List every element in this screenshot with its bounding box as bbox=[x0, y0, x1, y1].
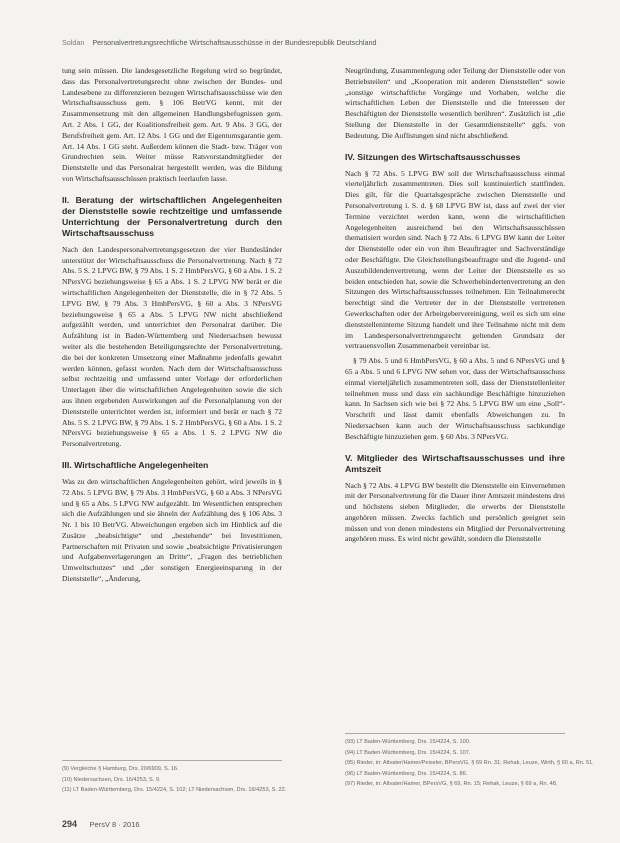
section-4-paragraph-1: Nach § 72 Abs. 5 LPVG BW soll der Wirtschaftsausschuss einmal vierteljährlich zusammentreten. Dies soll kontinuierlich stattfinden. Dies gilt, für die Quartalsgespräche zwischen Dienststelle und Personalvertretung i. S. d. § 68 LPVG BW ist, dass auf zwei der vier Termine verzichtet werden kann, wenn die wirtschaftlichen Angelegenheiten ausreichend bei den Wirtschaftsausschüssen thematisiert worden sind. Nach § 72 Abs. 6 LPVG BW kann der Leiter der Dienststelle oder ein von ihm Beauftragter und Sachverständige oder Beschäftigte. Die Gleichstellungsbeauftragte und die Jugend- und Auszubildendenvertretung, wenn der Leiter der Dienststelle es so beiden entschieden hat, sowie die Schwerbehindertenvertretung an den Sitzungen des Wirtschaftsausschusses teilnehmen. Ein Teilnahmerecht berechtigt sind die Vertreter der in der Dienststelle vertretenen Gewerkschaften oder der Arbeitgebervereinigung, weil es sich um eine dienststelleninterne Sitzung handelt und ihre Teilnahme nicht mit dem im Landespersonalvertretungsrecht geltenden Grundsatz der vertrauensvollen Zusammenarbeit vereinbar ist. bbox=[345, 168, 565, 351]
header-title: Personalvertretungsrechtliche Wirtschaftsausschüsse in der Bundesrepublik Deutschland bbox=[92, 38, 377, 47]
issue-label: PersV 8 · 2016 bbox=[89, 820, 140, 829]
left-footnotes bbox=[62, 760, 287, 797]
left-column bbox=[62, 66, 282, 589]
right-footnotes bbox=[345, 733, 594, 791]
footnote: (96) LT Baden-Württemberg, Drs. 15/4224, S. 86. bbox=[345, 770, 468, 777]
footnote: (9) Vergleiche § Hamburg, Drs. 20/6909, S. 16. bbox=[62, 766, 179, 772]
section-heading-3: III. Wirtschaftliche Angelegenheiten bbox=[62, 459, 209, 470]
footnote: (93) LT Baden-Württemberg, Drs. 15/4224, S. 100. bbox=[345, 739, 471, 745]
footnote: (10) Niedersachsen, Drs. 16/4253, S. 9. bbox=[62, 776, 161, 783]
right-column bbox=[345, 66, 565, 549]
page-number: 294 bbox=[62, 819, 78, 829]
footnote: (94) LT Baden-Württemberg, Drs. 15/4224, S. 107. bbox=[345, 749, 471, 756]
section-5-paragraph: Nach § 72 Abs. 4 LPVG BW bestellt die Dienststelle ein Einvernehmen mit der Personalvertretung für die Dauer ihrer Amtszeit mindestens drei und höchstens sieben Mitglieder, die erwerbs der Dienststelle angehören müssen. Zwecks fachlich und persönlich geeignet sein müssen und von denen mindestens ein Mitglied der Personalvertretung angehören muss. Es wird nicht gewählt, sondern die Dienststelle bbox=[345, 480, 565, 544]
footnote: (11) LT Baden-Württemberg, Drs. 15/4224, S. 102; LT Niedersachsen, Drs. 16/4253, S. 22. bbox=[62, 787, 287, 794]
footnote: (95) Rieder, in: Altvater/Hamer/Peiseler, BPersVG, § 69 Rn. 31; Rehak, Leuze, Wirth, § 60 a, Rn. 51. bbox=[345, 760, 594, 767]
page-footer bbox=[62, 819, 140, 829]
left-intro-paragraph: tung sein müssen. Die landesgesetzliche Regelung wird so begründet, dass das Personalvertretungsrecht ohne zwischen der Bundes- und Landesebene zu differenzieren bezogen Wirtschaftsausschüsse wie den Wirtschaftsausschuss gem. § 106 BetrVG kennt, mit der Zusammensetzung mit den allgemeinen Handlungsbefugnissen gem. Art. 2 Abs. 1 GG, der Koalitionsfreiheit gem. Art. 9 Abs. 3 GG, der Berufsfreiheit gem. Art. 12 Abs. 1 GG und der Eigentumsgarantie gem. Art. 14 Abs. 1 GG steht. Außerdem können die Stadt- bzw. Träger von Grundrechten sein. Weiter müsse Ratsvorstandmitglieder der Dienststelle und das Personalrat hergestellt werden, was die Bildung von Wirtschaftsausschüssen praktisch leerlaufen lasse. bbox=[62, 66, 282, 183]
section-heading-2: II. Beratung der wirtschaftlichen Angelegenheiten der Dienststelle sowie rechtzeitige und umfassende Unterrichtung der Personalvertretung durch den Wirtschaftsausschuss bbox=[62, 194, 282, 238]
section-2-paragraph: Nach den Landespersonalvertretungsgesetzen der vier Bundesländer unterstützt der Wirtschaftsausschuss die Personalvertretung. Nach § 72 Abs. 5 S. 2 LPVG BW, § 79 Abs. 1 S. 2 HmbPersVG, § 60 a Abs. 1 S. 2 NPersVG beziehungsweise § 65 a Abs. 1 S. 2 LPVG NW berät er die wirtschaftlichen Angelegenheiten der Dienststelle, die in § 72 Abs. 5 LPVG BW, § 79 Abs. 3 HmbPersVG, § 60 a Abs. 3 NPersVG beziehungsweise § 65 a Abs. 5 LPVG NW nicht abschließend aufgezählt werden, und unterrichtet den Personalrat darüber. Die Aufzählung ist in Baden-Württemberg und Niedersachsen bewusst weiter als die bestehenden Beteiligungsrechte der Personalvertretung, die bei der konkreten Umsetzung einer Maßnahme jedenfalls gewahrt werden können, gefasst worden. Nach dem der Wirtschaftsausschuss selbst rechtzeitig und umfassend unter Vorlage der erforderlichen Unterlagen über die wirtschaftlichen Angelegenheiten sowie die sich aus ihnen ergebenden Auswirkungen auf die Personalplanung von der Dienststelle unterrichtet werden ist, informiert und berät er nach § 72 Abs. 5 S. 2 LPVG BW, § 79 Abs. 1 S. 2 HmbPersVG, § 60 a Abs. 1 S. 2 NPersVG beziehungsweise § 65 a Abs. 1 S. 2 LPVG NW die Personalvertretung. bbox=[62, 244, 282, 449]
section-heading-4: IV. Sitzungen des Wirtschaftsausschusses bbox=[345, 151, 521, 162]
right-intro-paragraph: Neugründung, Zusammenlegung oder Teilung der Dienststelle oder von Betriebsteilen“ und „Kooperation mit anderen Dienststellen“ sowie „sonstige wirtschaftliche Vorgänge und Vorhaben, welche die wirtschaftlichen Leben der Dienststelle und die Interessen der Beschäftigten der Dienststelle wesentlich berühren“. Zusätzlich ist „die Stellung der Dienststelle in der Gesamtdienststelle“ ggfs. von Bedeutung. Die Auflistungen sind nicht abschließend. bbox=[345, 66, 565, 140]
header-author: Soldan bbox=[62, 38, 85, 47]
running-header bbox=[62, 38, 582, 47]
section-heading-5: V. Mitglieder des Wirtschaftsausschusses und ihre Amtszeit bbox=[345, 452, 565, 474]
footnote: (97) Rieder, in: Altvater/Hamer, BPersVG, § 69, Rn. 15; Rehak, Leuze, § 69 a, Rn. 48. bbox=[345, 781, 558, 788]
section-4-paragraph-2: § 79 Abs. 5 und 6 HmbPersVG, § 60 a Abs. 5 und 6 NPersVG und § 65 a Abs. 5 und 6 LPVG NW sehen vor, dass der Wirtschaftsausschuss einmal vierteljährlich zusammentreten soll, dass der Dienststellenleiter teilnehmen muss und dass ein sachkundige Beschäftigte hinzuziehen kann. In Sachsen sich wie bei § 72 Abs. 5 LPVG BW um eine „Soll“-Vorschrift und lässt damit ebenfalls Abweichungen zu. In Niedersachsen kann auch der Wirtschaftsausschuss sachkundige Beschäftigte hinzuziehen gem. § 60 Abs. 3 NPersVG. bbox=[345, 356, 565, 441]
section-3-paragraph: Was zu den wirtschaftlichen Angelegenheiten gehört, wird jeweils in § 72 Abs. 5 LPVG BW, § 79 Abs. 3 HmbPersVG, § 60 a Abs. 3 NPersVG und § 65 a Abs. 5 LPVG NW aufgezählt. Im Wesentlichen entsprechen sich die Aufzählungen und sie ähneln der Aufzählung des § 106 Abs. 3 Nr. 1 bis 10 BetrVG. Abweichungen ergeben sich im Hinblick auf die Zusätze „beabsichtigte“ und „bestehende“ bei Investitionen, Partnerschaften mit Privaten und sowie „beabsichtigte Privatisierungen und Aufgabenverlagerungen an Dritte“, „Fragen des betrieblichen Umweltschutzes“ und „der sonstigen Energieeinsparung in der Dienststelle“, „Änderung, bbox=[62, 476, 282, 584]
